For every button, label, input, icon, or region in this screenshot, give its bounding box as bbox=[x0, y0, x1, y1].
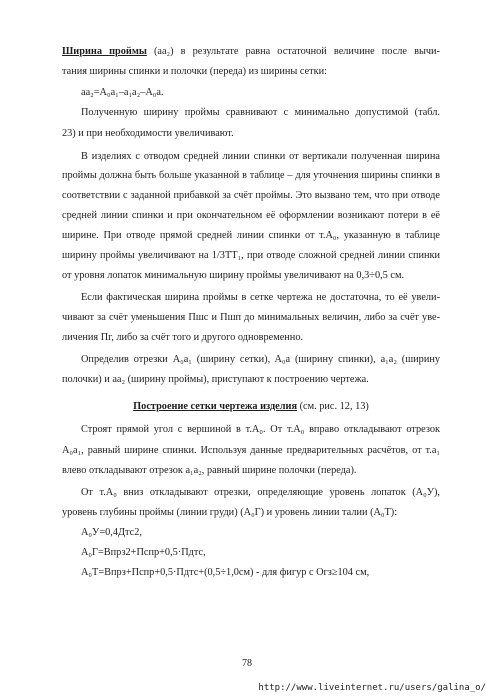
paragraph-6-line-2: A₀a₁, равный ширине спинки. Используя данные предварительных расчётов, от т.a₁ bbox=[62, 445, 440, 456]
section-heading bbox=[62, 400, 440, 414]
section-heading-figure-ref: (см. рис. 12, 13) bbox=[297, 401, 369, 412]
page-number: 78 bbox=[242, 658, 252, 669]
paragraph-6-line-1: Строят прямой угол с вершиной в т.A₀. От т.A₀ вправо откладывают отрезок bbox=[81, 424, 440, 435]
paragraph-4-line-1: Если фактическая ширина проймы в сетке чертежа не достаточна, то её увели- bbox=[81, 292, 440, 303]
paragraph-3-line-1: В изделиях с отводом средней линии спинки от вертикали полученная ширина bbox=[81, 151, 440, 162]
paragraph-4-line-3: личения Пг, либо за счёт того и другого одновременно. bbox=[62, 332, 304, 343]
paragraph-3-line-2: проймы должна быть больше указанной в таблице – для уточнения ширины спинки в bbox=[62, 170, 440, 181]
watermark-url: http://www.liveinternet.ru/users/galina_o/ bbox=[258, 683, 486, 693]
paragraph-3-line-4: средней линии спинки и при окончательном её оформлении возникают потери в её bbox=[62, 210, 440, 221]
paragraph-2-line-2: 23) и при необходимости увеличивают. bbox=[62, 128, 234, 139]
formula-shoulder-blade-level: A₀У=0,4Дтс2, bbox=[81, 527, 142, 538]
paragraph-1-line-1: Ширина проймы (aa₂) в результате равна остаточной величине после вычи- bbox=[62, 46, 440, 57]
paragraph-5-line-1: Определив отрезки A₀a₁ (ширину сетки), A₀a (ширину спинки), a₁a₂ (ширину bbox=[81, 354, 440, 365]
formula-armhole: aa₂=A₀a₁–a₁a₂–A₀a. bbox=[81, 87, 164, 98]
paragraph-5-line-2: полочки) и aa₂ (ширину проймы), приступают к построению чертежа. bbox=[62, 374, 369, 385]
paragraph-3-line-7: от уровня лопаток минимальную ширину проймы увеличивают на 0,3÷0,5 см. bbox=[62, 270, 405, 281]
term-armhole-width: Ширина проймы bbox=[62, 46, 147, 57]
paragraph-7-line-1: От т.A₀ вниз откладывают отрезки, определяющие уровень лопаток (A₀У), bbox=[81, 487, 440, 498]
formula-armhole-depth: A₀Г=Впрз2+Пспр+0,5·Пдтс, bbox=[81, 547, 206, 558]
paragraph-3-line-6: ширину проймы увеличивают на 1/3ТТ₁, при отводе сложной средней линии спинки bbox=[62, 250, 440, 261]
paragraph-3-line-3: соответствии с заданной прибавкой за счёт проймы. Это вызвано тем, что при отводе bbox=[62, 190, 440, 201]
paragraph-3-line-5: ширине. При отводе прямой средней линии спинки от т.A₀, указанную в таблице bbox=[62, 230, 440, 241]
paragraph-2-line-1: Полученную ширину проймы сравнивают с минимально допустимой (табл. bbox=[81, 107, 440, 118]
section-heading-title: Построение сетки чертежа изделия bbox=[133, 401, 298, 412]
paragraph-1-line-2: тания ширины спинки и полочки (переда) из ширины сетки: bbox=[62, 66, 328, 77]
paragraph-4-line-2: чивают за счёт уменьшения Пшс и Пшп до минимальных величин, либо за счёт уве- bbox=[62, 312, 440, 323]
formula-waist-level: A₀T=Впрз+Пспр+0,5·Пдтс+(0,5÷1,0см) - для фигур с Oгз≥104 см, bbox=[81, 567, 370, 578]
paragraph-7-line-2: уровень глубины проймы (линии груди) (A₀Г) и уровень линии талии (A₀T): bbox=[62, 507, 398, 518]
paragraph-6-line-3: влево откладывают отрезок a₁a₂, равный ширине полочки (переда). bbox=[62, 465, 357, 476]
